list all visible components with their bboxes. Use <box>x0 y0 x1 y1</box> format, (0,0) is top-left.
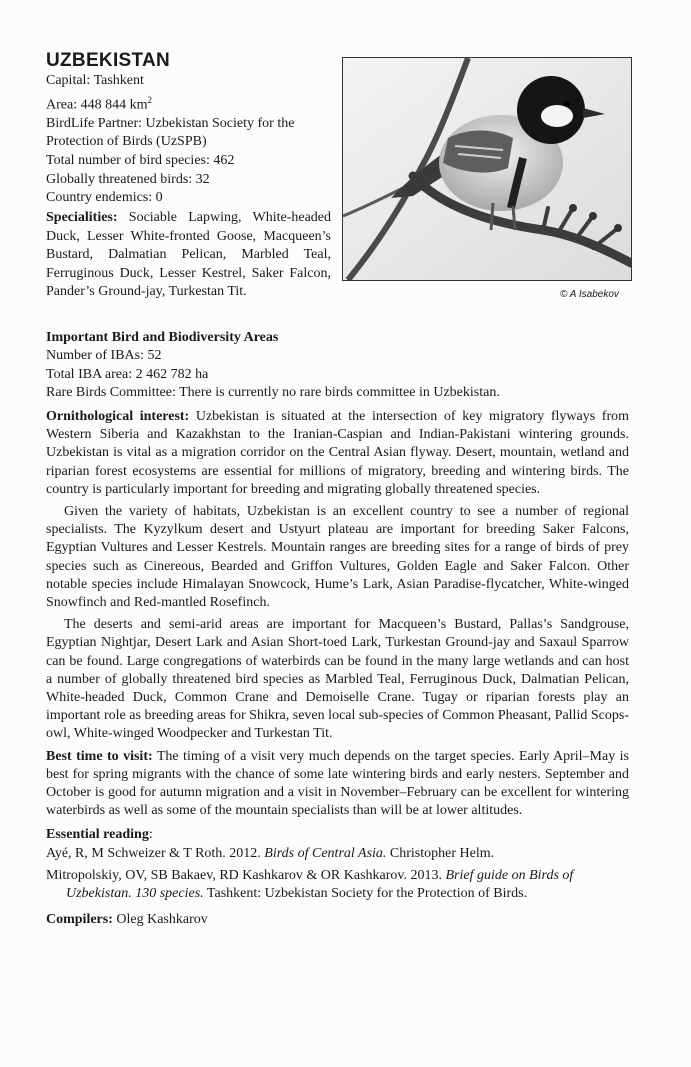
iba-section <box>46 329 636 403</box>
reference-2: Mitropolskiy, OV, SB Bakaev, RD Kashkarov & OR Kashkarov. 2013. Brief guide on Birds of Uzbekistan. 130 species. Tashkent: Uzbekistan Society for the Protection of Birds. <box>46 867 574 902</box>
birdlife-partner-cont: Protection of Birds (UzSPB) <box>46 134 207 150</box>
total-species: Total number of bird species: 462 <box>46 153 235 169</box>
country-facts <box>46 72 346 208</box>
iba-area: Total IBA area: 2 462 782 ha <box>46 366 209 382</box>
birdlife-partner: BirdLife Partner: Uzbekistan Society for the <box>46 115 295 131</box>
essential-reading <box>46 826 629 903</box>
reference-1: Ayé, R, M Schweizer & T Roth. 2012. Birds of Central Asia. Christopher Helm. <box>46 845 495 861</box>
bird-photo <box>342 57 632 281</box>
essential-reading-heading: Essential reading: <box>46 827 153 843</box>
country-endemics: Country endemics: 0 <box>46 190 163 206</box>
main-text <box>46 408 629 933</box>
photo-credit: © A Isabekov <box>560 289 619 300</box>
compilers: Compilers: Oleg Kashkarov <box>46 912 208 928</box>
threatened-birds: Globally threatened birds: 32 <box>46 171 210 187</box>
iba-heading: Important Bird and Biodiversity Areas <box>46 330 279 345</box>
best-time-to-visit: Best time to visit: The timing of a visit very much depends on the target species. Early April–May is best for spring migrants with the chance of some late wintering birds and early nesters. September and October is good for autumn migration and a visit in November–February can be excellent for wintering waterbirds as well as some of the mountain specialists than will be at lower altitudes. <box>46 748 629 819</box>
ornithological-interest: Ornithological interest: Uzbekistan is situated at the intersection of key migratory flyways from Western Siberia and Kazakhstan to the Iranian-Caspian and Indian-Pakistani wintering grounds. Uzbekistan is vital as a migration corridor on the Central Asian flyway. Desert, mountain, wetland and riparian forest ecosystems are essential for millions of migratory, breeding and wintering birds. The country is particularly important for breeding and migrating globally threatened species. <box>46 409 630 497</box>
ornithology-paragraph-2: Given the variety of habitats, Uzbekistan is an excellent country to see a number of regional specialists. The Kyzylkum desert and Ustyurt plateau are important for breeding Saker Falcons, Egyptian Vultures and Lesser Kestrels. Mountain ranges are breeding sites for a range of birds of prey species such as Cinereous, Bearded and Griffon Vultures, Golden Eagle and Saker Falcon. Other notable species include Himalayan Snowcock, Hume’s Lark, Asian Paradise-flycatcher, White-winged Snowfinch and Red-mantled Rosefinch. <box>46 504 629 611</box>
great-tit-illustration <box>343 58 631 280</box>
capital: Capital: Tashkent <box>46 73 144 88</box>
rare-birds-committee: Rare Birds Committee: There is currently no rare birds committee in Uzbekistan. <box>46 385 500 401</box>
specialities-label: Specialities: <box>46 210 118 225</box>
country-title: UZBEKISTAN <box>46 50 171 71</box>
ornithology-paragraph-3: The deserts and semi-arid areas are important for Macqueen’s Bustard, Pallas’s Sandgrouse, Egyptian Nightjar, Desert Lark and Asian Short-toed Lark, Turkestan Ground-jay and Saxaul Sparrow can be found. Large congregations of waterbirds can be found in the many large wetlands and can host a number of globally threatened bird species as Marbled Teal, Ferruginous Duck, Dalmatian Pelican, White-headed Duck, Common Crane and Demoiselle Crane. Tugay or riparian forests play an important role as breeding areas for Shikra, seven local sub-species of Common Pheasant, Pallid Scops-owl, White-winged Woodpecker and Turkestan Tit. <box>46 617 629 742</box>
specialities-text: Sociable Lapwing, White-headed Duck, Lesser White-fronted Goose, Macqueen’s Bustard, Dalmatian Pelican, Marbled Teal, Ferruginous Duck, Lesser Kestrel, Saker Falcon, Pander’s Ground-jay, Turkestan Tit. <box>46 210 332 300</box>
specialities <box>46 209 331 302</box>
area: Area: 448 844 $km^2$ <box>46 94 152 113</box>
iba-number: Number of IBAs: 52 <box>46 348 162 364</box>
